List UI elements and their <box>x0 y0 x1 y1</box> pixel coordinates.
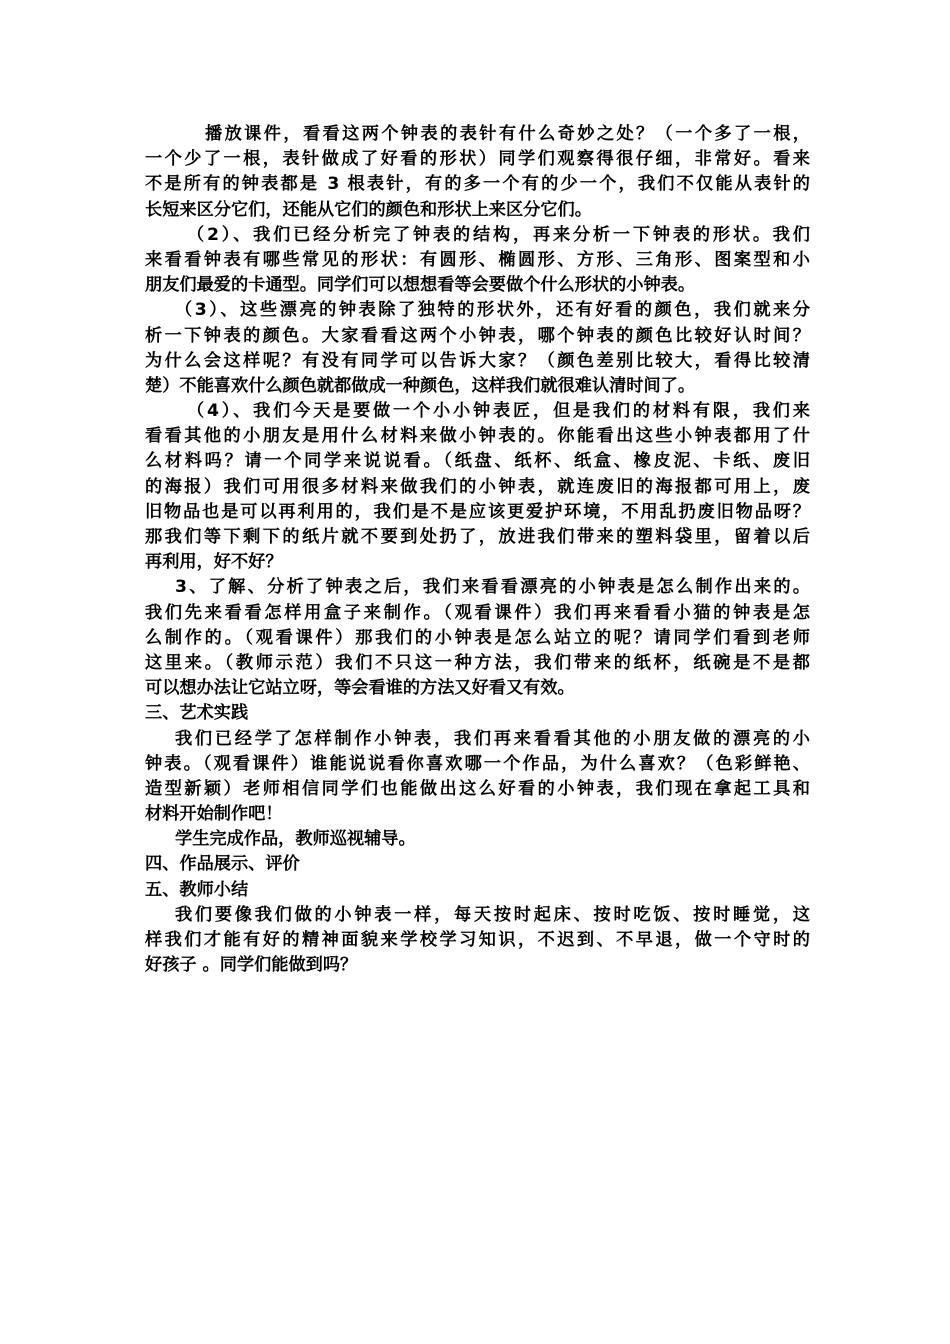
text-line: 可以想办法让它站立呀，等会看谁的方法又好看又有效。 <box>145 678 575 699</box>
text-line: 一个少了一根，表针做成了好看的形状）同学们观察得很仔细，非常好。看来 <box>145 149 810 170</box>
text-line: 三、艺术实践 <box>145 703 249 724</box>
text-line: 五、教师小结 <box>145 879 249 900</box>
text-line: 造型新颖）老师相信同学们也能做出这么好看的小钟表，我们现在拿起工具和 <box>145 778 810 799</box>
text-line: 再利用，好不好？ <box>145 552 283 573</box>
text-line: 看看其他的小朋友是用什么材料来做小钟表的。你能看出这些小钟表都用了什 <box>145 426 810 447</box>
text-line: 钟表。（观看课件）谁能说说看你喜欢哪一个作品，为什么喜欢？（色彩鲜艳、 <box>145 753 810 774</box>
text-line: （2）、我们已经分析完了钟表的结构，再来分析一下钟表的形状。我们 <box>187 224 810 245</box>
text-line: 不是所有的钟表都是 3 根表针，有的多一个有的少一个，我们不仅能从表针的 <box>145 174 810 195</box>
text-line: 那我们等下剩下的纸片就不要到处扔了，放进我们带来的塑料袋里，留着以后 <box>145 527 810 547</box>
text-line: 学生完成作品，教师巡视辅导。 <box>175 829 416 850</box>
text-line: 为什么会这样呢？有没有同学可以告诉大家？（颜色差别比较大，看得比较清 <box>145 350 810 371</box>
text-line: 我们已经学了怎样制作小钟表，我们再来看看其他的小朋友做的漂亮的小 <box>175 728 810 749</box>
text-line: 朋友们最爱的卡通型。同学们可以想想看等会要做个什么形状的小钟表。 <box>145 275 696 296</box>
text-line: 好孩子 。同学们能做到吗？ <box>145 955 358 976</box>
text-line: 析一下钟表的颜色。大家看看这两个小钟表，哪个钟表的颜色比较好认时间？ <box>145 325 810 346</box>
text-line: 么制作的。（观看课件）那我们的小钟表是怎么站立的呢？请同学们看到老师 <box>145 627 810 648</box>
document-body <box>145 122 810 978</box>
text-line: 3、了解、分析了钟表之后，我们来看看漂亮的小钟表是怎么制作出来的。 <box>175 577 810 598</box>
text-line: （3）、这些漂亮的钟表除了独特的形状外，还有好看的颜色，我们就来分 <box>175 300 810 321</box>
text-line: 我们先来看看怎样用盒子来制作。（观看课件）我们再来看看小猫的钟表是怎 <box>145 602 810 623</box>
text-line: 楚）不能喜欢什么颜色就都做成一种颜色，这样我们就很难认清时间了。 <box>145 375 696 396</box>
text-line: 四、作品展示、评价 <box>145 854 300 875</box>
text-line: 么材料吗？请一个同学来说说看。（纸盘、纸杯、纸盒、橡皮泥、卡纸、废旧 <box>145 451 810 472</box>
text-line: （4）、我们今天是要做一个小小钟表匠，但是我们的材料有限，我们来 <box>187 401 810 422</box>
text-line: 播放课件，看看这两个钟表的表针有什么奇妙之处？（一个多了一根， <box>205 124 810 144</box>
text-line: 旧物品也是可以再利用的，我们是不是应该更爱护环境，不用乱扔废旧物品呀？ <box>145 501 810 522</box>
paragraph-lines <box>145 122 810 978</box>
text-line: 的海报）我们可用很多材料来做我们的小钟表，就连废旧的海报都可用上，废 <box>145 476 810 497</box>
text-line: 材料开始制作吧！ <box>145 804 283 825</box>
text-line: 我们要像我们做的小钟表一样，每天按时起床、按时吃饭、按时睡觉，这 <box>175 904 810 925</box>
text-line: 这里来。（教师示范）我们不只这一种方法，我们带来的纸杯，纸碗是不是都 <box>145 652 810 673</box>
text-line: 来看看钟表有哪些常见的形状：有圆形、椭圆形、方形、三角形、图案型和小 <box>145 249 810 270</box>
text-line: 样我们才能有好的精神面貌来学校学习知识，不迟到、不早退，做一个守时的 <box>145 930 810 950</box>
text-line: 长短来区分它们，还能从它们的颜色和形状上来区分它们。 <box>145 199 592 220</box>
